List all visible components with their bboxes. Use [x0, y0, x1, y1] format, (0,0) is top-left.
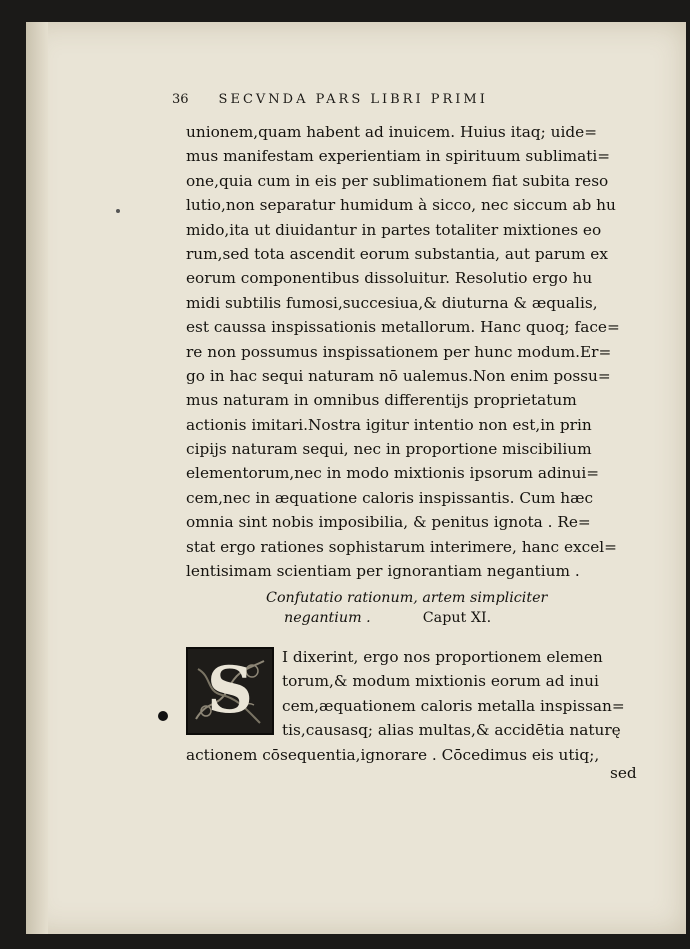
body-line: lutio,non separatur humidum à sicco, nec siccum ab hu	[186, 196, 616, 215]
page-number: 36	[172, 92, 189, 107]
initial-letter: S	[206, 653, 254, 728]
chapter-line: cem,æquationem caloris metalla inspissan=	[282, 696, 625, 715]
body-line: mido,ita ut diuidantur in partes totaliter mixtiones eo	[186, 220, 602, 239]
body-line: one,quia cum in eis per sublimationem fiat subita reso	[186, 171, 609, 190]
chapter-line: actionem cōsequentia,ignorare . Cōcedimus eis utiq;,	[186, 745, 600, 764]
body-line: lentisimam scientiam per ignorantiam negantium .	[186, 562, 580, 581]
chapter-heading	[266, 588, 646, 628]
chapter-line: tis,causasq; alias multas,& accidētia naturę	[282, 721, 621, 740]
body-line: midi subtilis fumosi,succesiua,& diuturna & æqualis,	[186, 293, 598, 312]
body-line: est caussa inspissationis metallorum. Hanc quoq; face=	[186, 318, 620, 337]
decorated-initial	[186, 647, 274, 735]
running-header	[172, 92, 632, 107]
body-line: go in hac sequi naturam nō ualemus.Non enim possu=	[186, 366, 611, 385]
body-line: elementorum,nec in modo mixtionis ipsorum adinui=	[186, 464, 600, 483]
body-line: mus naturam in omnibus differentijs proprietatum	[186, 391, 577, 410]
body-line: eorum componentibus dissoluitur. Resolutio ergo hu	[186, 269, 593, 288]
body-line: cipijs naturam sequi, nec in proportione miscibilium	[186, 440, 592, 459]
chapter-line: I dixerint, ergo nos proportionem elemen	[282, 648, 603, 666]
body-line: mus manifestam experientiam in spirituum sublimati=	[186, 147, 611, 166]
chapter-line: torum,& modum mixtionis eorum ad inui	[282, 672, 599, 691]
chapter-heading-line-2: negantium .	[284, 610, 371, 626]
ink-speck	[116, 209, 120, 213]
body-line: unionem,quam habent ad inuicem. Huius itaq; uide=	[186, 123, 598, 141]
catchword: sed	[610, 764, 637, 782]
page-gutter	[26, 22, 48, 934]
body-line: rum,sed tota ascendit eorum substantia, aut parum ex	[186, 244, 608, 263]
body-line: cem,nec in æquatione caloris inspissantis. Cum hæc	[186, 488, 594, 507]
body-line: actionis imitari.Nostra igitur intentio non est,in prin	[186, 415, 592, 434]
chapter-heading-line-1: Confutatio rationum, artem simpliciter	[266, 590, 548, 606]
running-title: SECVNDA PARS LIBRI PRIMI	[218, 92, 488, 107]
body-line: stat ergo rationes sophistarum interimere, hanc excel=	[186, 537, 617, 556]
chapter-number: Caput XI.	[422, 610, 492, 626]
body-line: re non possumus inspissationem per hunc modum.Er=	[186, 342, 612, 361]
body-text	[186, 120, 646, 583]
chapter-heading-line-2-row	[266, 608, 646, 628]
body-line: omnia sint nobis imposibilia, & penitus ignota . Re=	[186, 513, 591, 532]
ink-spot-left	[158, 711, 168, 721]
